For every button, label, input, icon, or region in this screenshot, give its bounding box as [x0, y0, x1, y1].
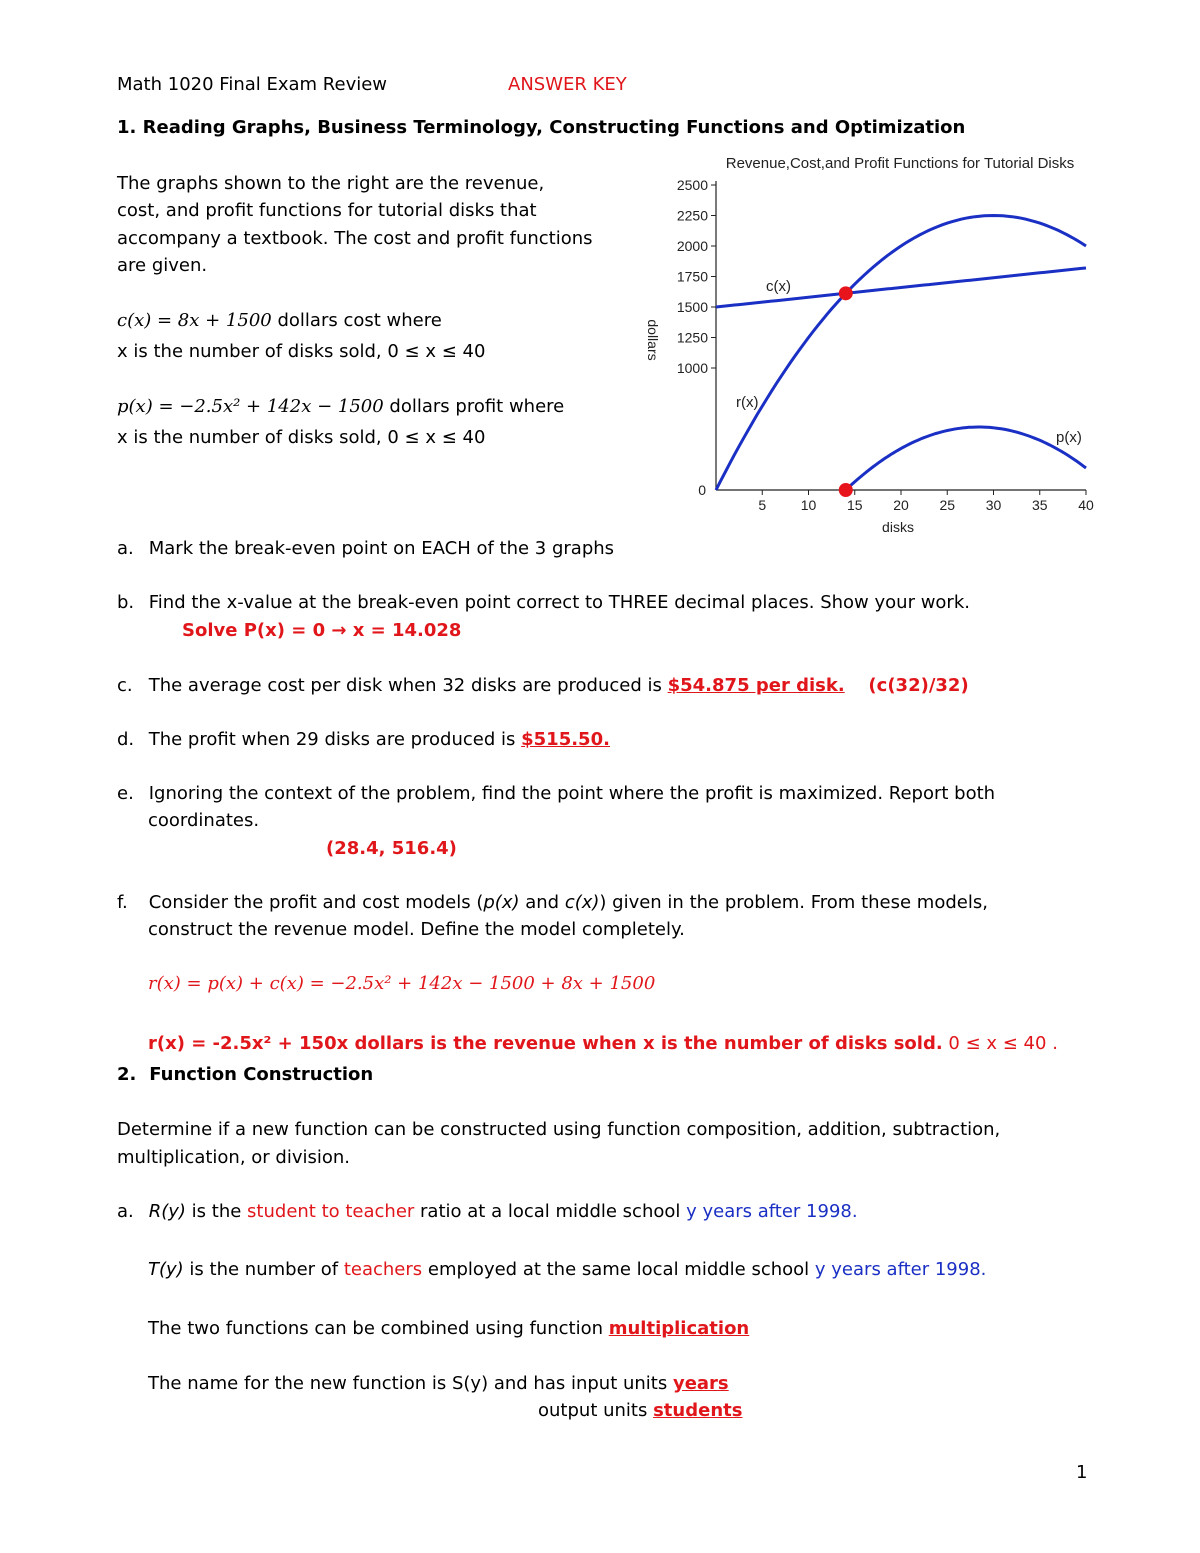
- q2-intro-line-2: multiplication, or division.: [117, 1147, 351, 1168]
- part-f-text-1b: p(x): [483, 892, 520, 913]
- cost-equation: c(x) = 8x + 1500: [117, 310, 272, 331]
- T-function-name: T(y): [148, 1259, 184, 1280]
- input-units-answer: years: [672, 1373, 729, 1394]
- x-tick-label: 15: [846, 497, 863, 513]
- R-function-name: R(y): [148, 1201, 186, 1222]
- part-f-answer-2-text: r(x) = -2.5x² + 150x dollars is the revenue when x is the number of disks sold.: [148, 1033, 943, 1054]
- q2-number: 2.: [117, 1064, 137, 1085]
- part-f-text-1c: and: [519, 892, 565, 913]
- cost-function: [117, 310, 442, 331]
- q2-name-line: [148, 1373, 729, 1394]
- part-f-answer-1: r(x) = p(x) + c(x) = −2.5x² + 142x − 1500 + 8x + 1500: [148, 973, 656, 994]
- cost-equation-tail: dollars cost where: [277, 310, 442, 331]
- combine-text: The two functions can be combined using function: [148, 1318, 603, 1339]
- y-tick-label: 2000: [676, 238, 708, 254]
- output-text: output units: [538, 1400, 648, 1421]
- T-red-text: teachers: [343, 1259, 423, 1280]
- part-b-text: Find the x-value at the break-even point correct to THREE decimal places. Show your work.: [148, 592, 970, 613]
- part-f-label: f.: [117, 892, 128, 913]
- y-tick-label: 1750: [676, 268, 708, 285]
- revenue-cost-profit-chart: [600, 148, 1100, 540]
- y-tick-label: 1000: [676, 360, 708, 376]
- R-text-1: is the: [185, 1201, 248, 1222]
- T-blue-text: y years after 1998.: [814, 1259, 987, 1280]
- R-text-2: ratio at a local middle school: [414, 1201, 687, 1222]
- chart-y-axis-label: dollars: [645, 319, 661, 361]
- part-f-text-1a: Consider the profit and cost models (: [148, 892, 484, 913]
- series-line-px: [846, 427, 1086, 490]
- q1-intro-line-2: cost, and profit functions for tutorial disks that: [117, 200, 537, 221]
- x-tick-label: 25: [939, 497, 956, 513]
- q1-intro-line-3: accompany a textbook. The cost and profit functions: [117, 228, 593, 249]
- part-b-label: b.: [117, 592, 135, 613]
- q1-number: 1.: [117, 117, 137, 138]
- q2-intro-line-1: Determine if a new function can be constructed using function composition, addition, subtraction,: [117, 1119, 1001, 1140]
- part-e-text-1: Ignoring the context of the problem, find the point where the profit is maximized. Report both: [148, 783, 996, 804]
- q1-part-a: [117, 538, 614, 559]
- part-d-label: d.: [117, 729, 135, 750]
- y-tick-label: 1250: [676, 329, 708, 346]
- part-b-answer: Solve P(x) = 0 → x = 14.028: [182, 620, 462, 641]
- T-text-2: employed at the same local middle school: [422, 1259, 815, 1280]
- x-tick-label: 5: [758, 497, 767, 513]
- name-text: The name for the new function is S(y) and has input units: [148, 1373, 668, 1394]
- profit-domain: x is the number of disks sold, 0 ≤ x ≤ 40: [117, 427, 486, 448]
- cost-domain: x is the number of disks sold, 0 ≤ x ≤ 40: [117, 341, 486, 362]
- q1-intro-line-1: The graphs shown to the right are the revenue,: [117, 173, 545, 194]
- x-tick-label: 20: [893, 497, 909, 513]
- q2-part-a-T: [148, 1259, 986, 1280]
- combine-answer: multiplication: [608, 1318, 750, 1339]
- break-even-point: [839, 483, 853, 497]
- series-label-cx: c(x): [766, 278, 791, 295]
- y-tick-label: 2500: [676, 177, 708, 193]
- q1-part-d: [117, 729, 610, 750]
- part-e-label: e.: [117, 783, 134, 804]
- output-units-answer: students: [653, 1400, 743, 1421]
- y-tick-label: 2250: [676, 207, 708, 224]
- R-blue-text: y years after 1998.: [686, 1201, 858, 1222]
- series-label-rx: r(x): [736, 394, 759, 411]
- part-a-label: a.: [117, 538, 134, 559]
- part-f-text-2: construct the revenue model. Define the model completely.: [148, 919, 685, 940]
- doc-title: Math 1020 Final Exam Review: [117, 74, 388, 95]
- q1-part-b: [117, 592, 970, 613]
- part-c-answer: $54.875 per disk.: [667, 675, 845, 696]
- part-e-text-2: coordinates.: [148, 810, 260, 831]
- x-tick-label: 10: [800, 497, 817, 513]
- part-e-answer: (28.4, 516.4): [326, 838, 457, 859]
- y-tick-label: 0: [698, 482, 706, 498]
- part-d-text: The profit when 29 disks are produced is: [148, 729, 516, 750]
- q2-output-line: [538, 1400, 742, 1421]
- x-tick-label: 40: [1078, 497, 1094, 513]
- q1-part-c: [117, 675, 969, 696]
- q2-heading: [117, 1064, 373, 1085]
- T-text-1: is the number of: [183, 1259, 344, 1280]
- part-f-answer-2-domain: 0 ≤ x ≤ 40 .: [948, 1033, 1058, 1054]
- part-f-text-1d: c(x): [564, 892, 600, 913]
- profit-equation: p(x) = −2.5x² + 142x − 1500: [117, 396, 384, 417]
- part-c-text: The average cost per disk when 32 disks are produced is: [148, 675, 662, 696]
- q2-part-a-label: a.: [117, 1201, 134, 1222]
- series-label-px: p(x): [1056, 429, 1082, 446]
- q1-heading: [117, 117, 965, 138]
- q1-intro-line-4: are given.: [117, 255, 208, 276]
- x-tick-label: 30: [985, 497, 1002, 513]
- q1-part-f: [117, 892, 988, 913]
- part-f-text-1e: ) given in the problem. From these models,: [599, 892, 988, 913]
- y-tick-label: 1500: [676, 299, 708, 315]
- profit-equation-tail: dollars profit where: [389, 396, 565, 417]
- part-c-label: c.: [117, 675, 133, 696]
- q2-title: Function Construction: [149, 1064, 374, 1085]
- part-d-answer: $515.50.: [521, 729, 610, 750]
- q2-combine-line: [148, 1318, 749, 1339]
- break-even-point: [839, 286, 853, 300]
- x-tick-label: 35: [1031, 497, 1048, 513]
- R-red-text: student to teacher: [247, 1201, 415, 1222]
- part-c-note: (c(32)/32): [868, 675, 969, 696]
- chart-title: Revenue,Cost,and Profit Functions for Tutorial Disks: [725, 155, 1075, 172]
- chart-x-axis-label: disks: [882, 519, 914, 535]
- profit-function: [117, 396, 564, 417]
- q2-part-a-R: [117, 1201, 858, 1222]
- page-number: 1: [1076, 1462, 1088, 1483]
- q1-part-e: [117, 783, 995, 804]
- part-a-text: Mark the break-even point on EACH of the 3 graphs: [148, 538, 615, 559]
- answer-key-label: ANSWER KEY: [508, 74, 627, 95]
- part-f-answer-2: [148, 1033, 1058, 1054]
- q1-title: Reading Graphs, Business Terminology, Constructing Functions and Optimization: [142, 117, 966, 138]
